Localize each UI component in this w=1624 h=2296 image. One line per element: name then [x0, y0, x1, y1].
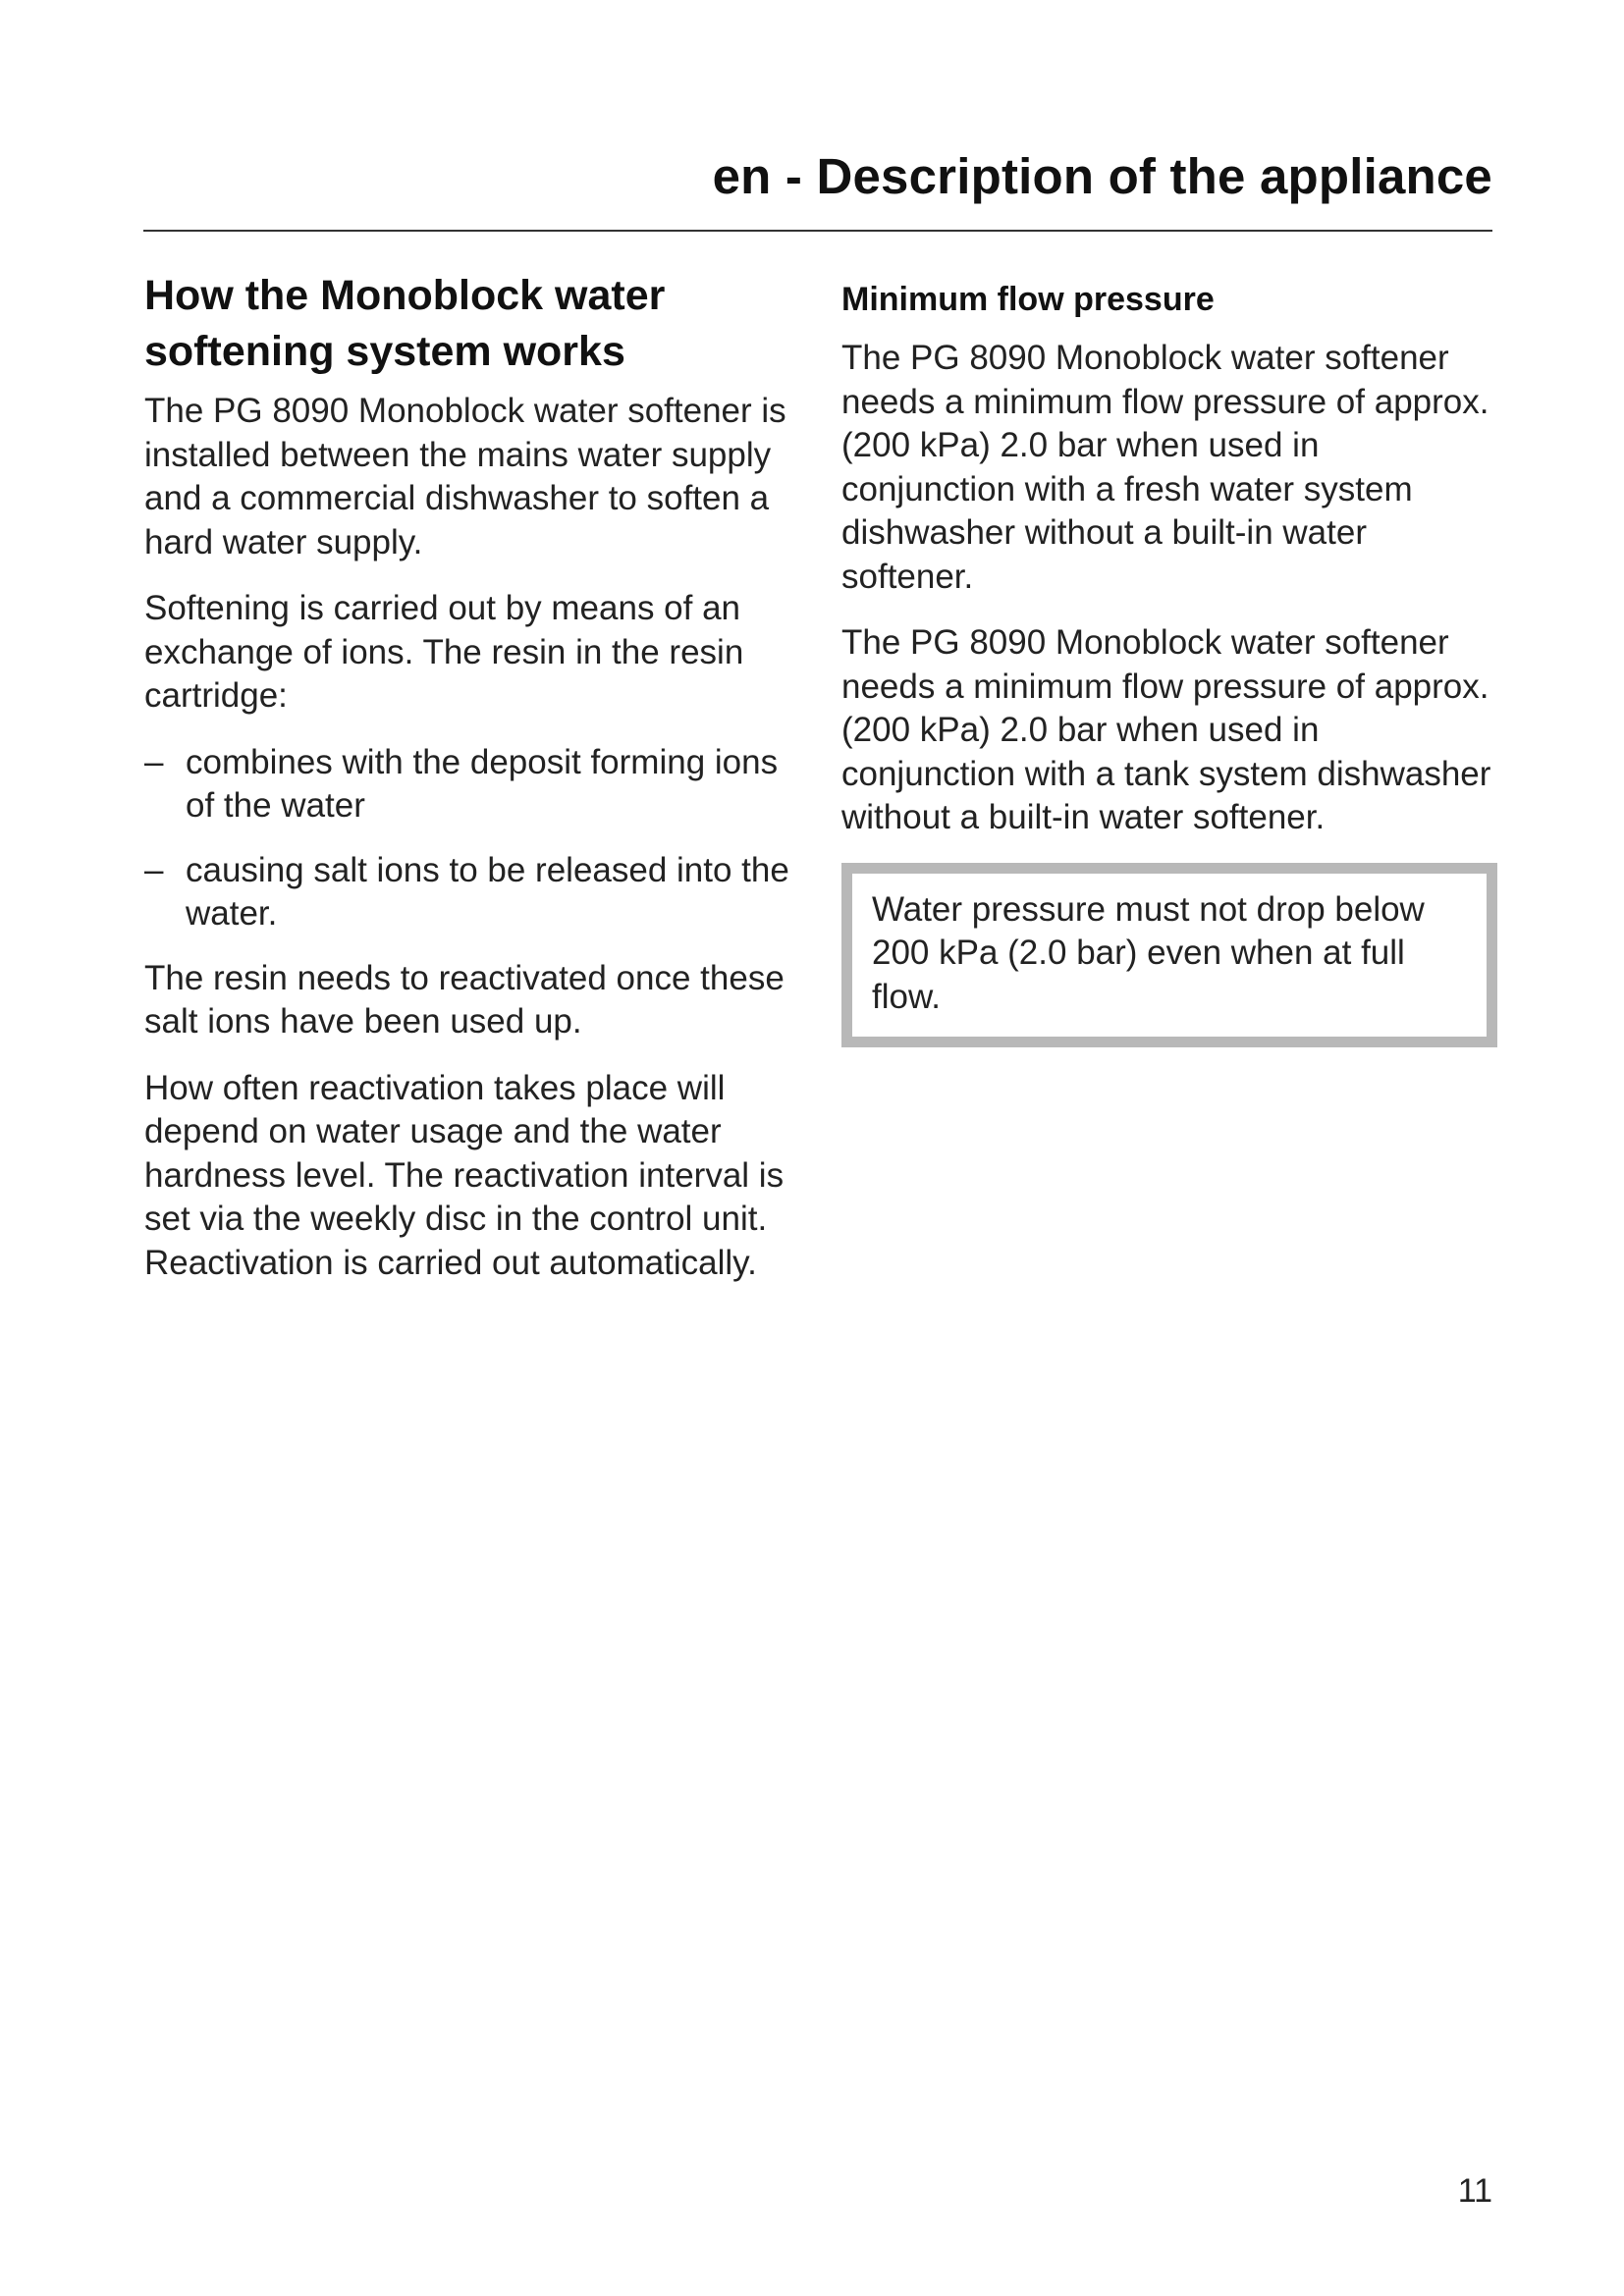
paragraph-tank-system: The PG 8090 Monoblock water softener needs a minimum flow pressure of approx. (200 kPa) 2.0 bar when used in conjunction with a tank system dishwasher without a built-in water softener.: [841, 623, 1491, 836]
list-item-text: causing salt ions to be released into the water.: [186, 850, 789, 933]
right-column: [841, 265, 1497, 1047]
list-item-text: combines with the deposit forming ions of the water: [186, 742, 779, 825]
subheading-minimum-flow-pressure: Minimum flow pressure: [841, 281, 1215, 318]
list-item: [144, 741, 812, 828]
dash-bullet: –: [144, 742, 164, 781]
page-number: 11: [1457, 2172, 1492, 2210]
paragraph-fresh-water-system: The PG 8090 Monoblock water softener needs a minimum flow pressure of approx. (200 kPa) 2.0 bar when used in conjunction with a fresh water system dishwasher without a built-in water softener.: [841, 339, 1489, 596]
paragraph-reactivation-need: The resin needs to reactivated once these salt ions have been used up.: [144, 958, 785, 1041]
header-divider: [143, 230, 1492, 232]
section-heading: How the Monoblock water softening system works: [144, 272, 666, 375]
paragraph-reactivation-interval: How often reactivation takes place will depend on water usage and the water hardness level. The reactivation interval is set via the weekly disc in the control unit. Reactivation is carried out automatically.: [144, 1068, 785, 1282]
paragraph-ion-exchange: Softening is carried out by means of an exchange of ions. The resin in the resin cartridge:: [144, 589, 744, 715]
paragraph-installation: The PG 8090 Monoblock water softener is installed between the mains water supply and a commercial dishwasher to soften a hard water supply.: [144, 392, 786, 561]
dash-bullet: –: [144, 850, 164, 889]
note-box: [841, 863, 1497, 1048]
note-text: Water pressure must not drop below 200 kPa (2.0 bar) even when at full flow.: [872, 889, 1425, 1016]
page-header-title: en - Description of the appliance: [712, 148, 1492, 204]
list-item: [144, 849, 812, 936]
resin-effects-list: [144, 741, 812, 936]
left-column: [144, 265, 812, 1308]
